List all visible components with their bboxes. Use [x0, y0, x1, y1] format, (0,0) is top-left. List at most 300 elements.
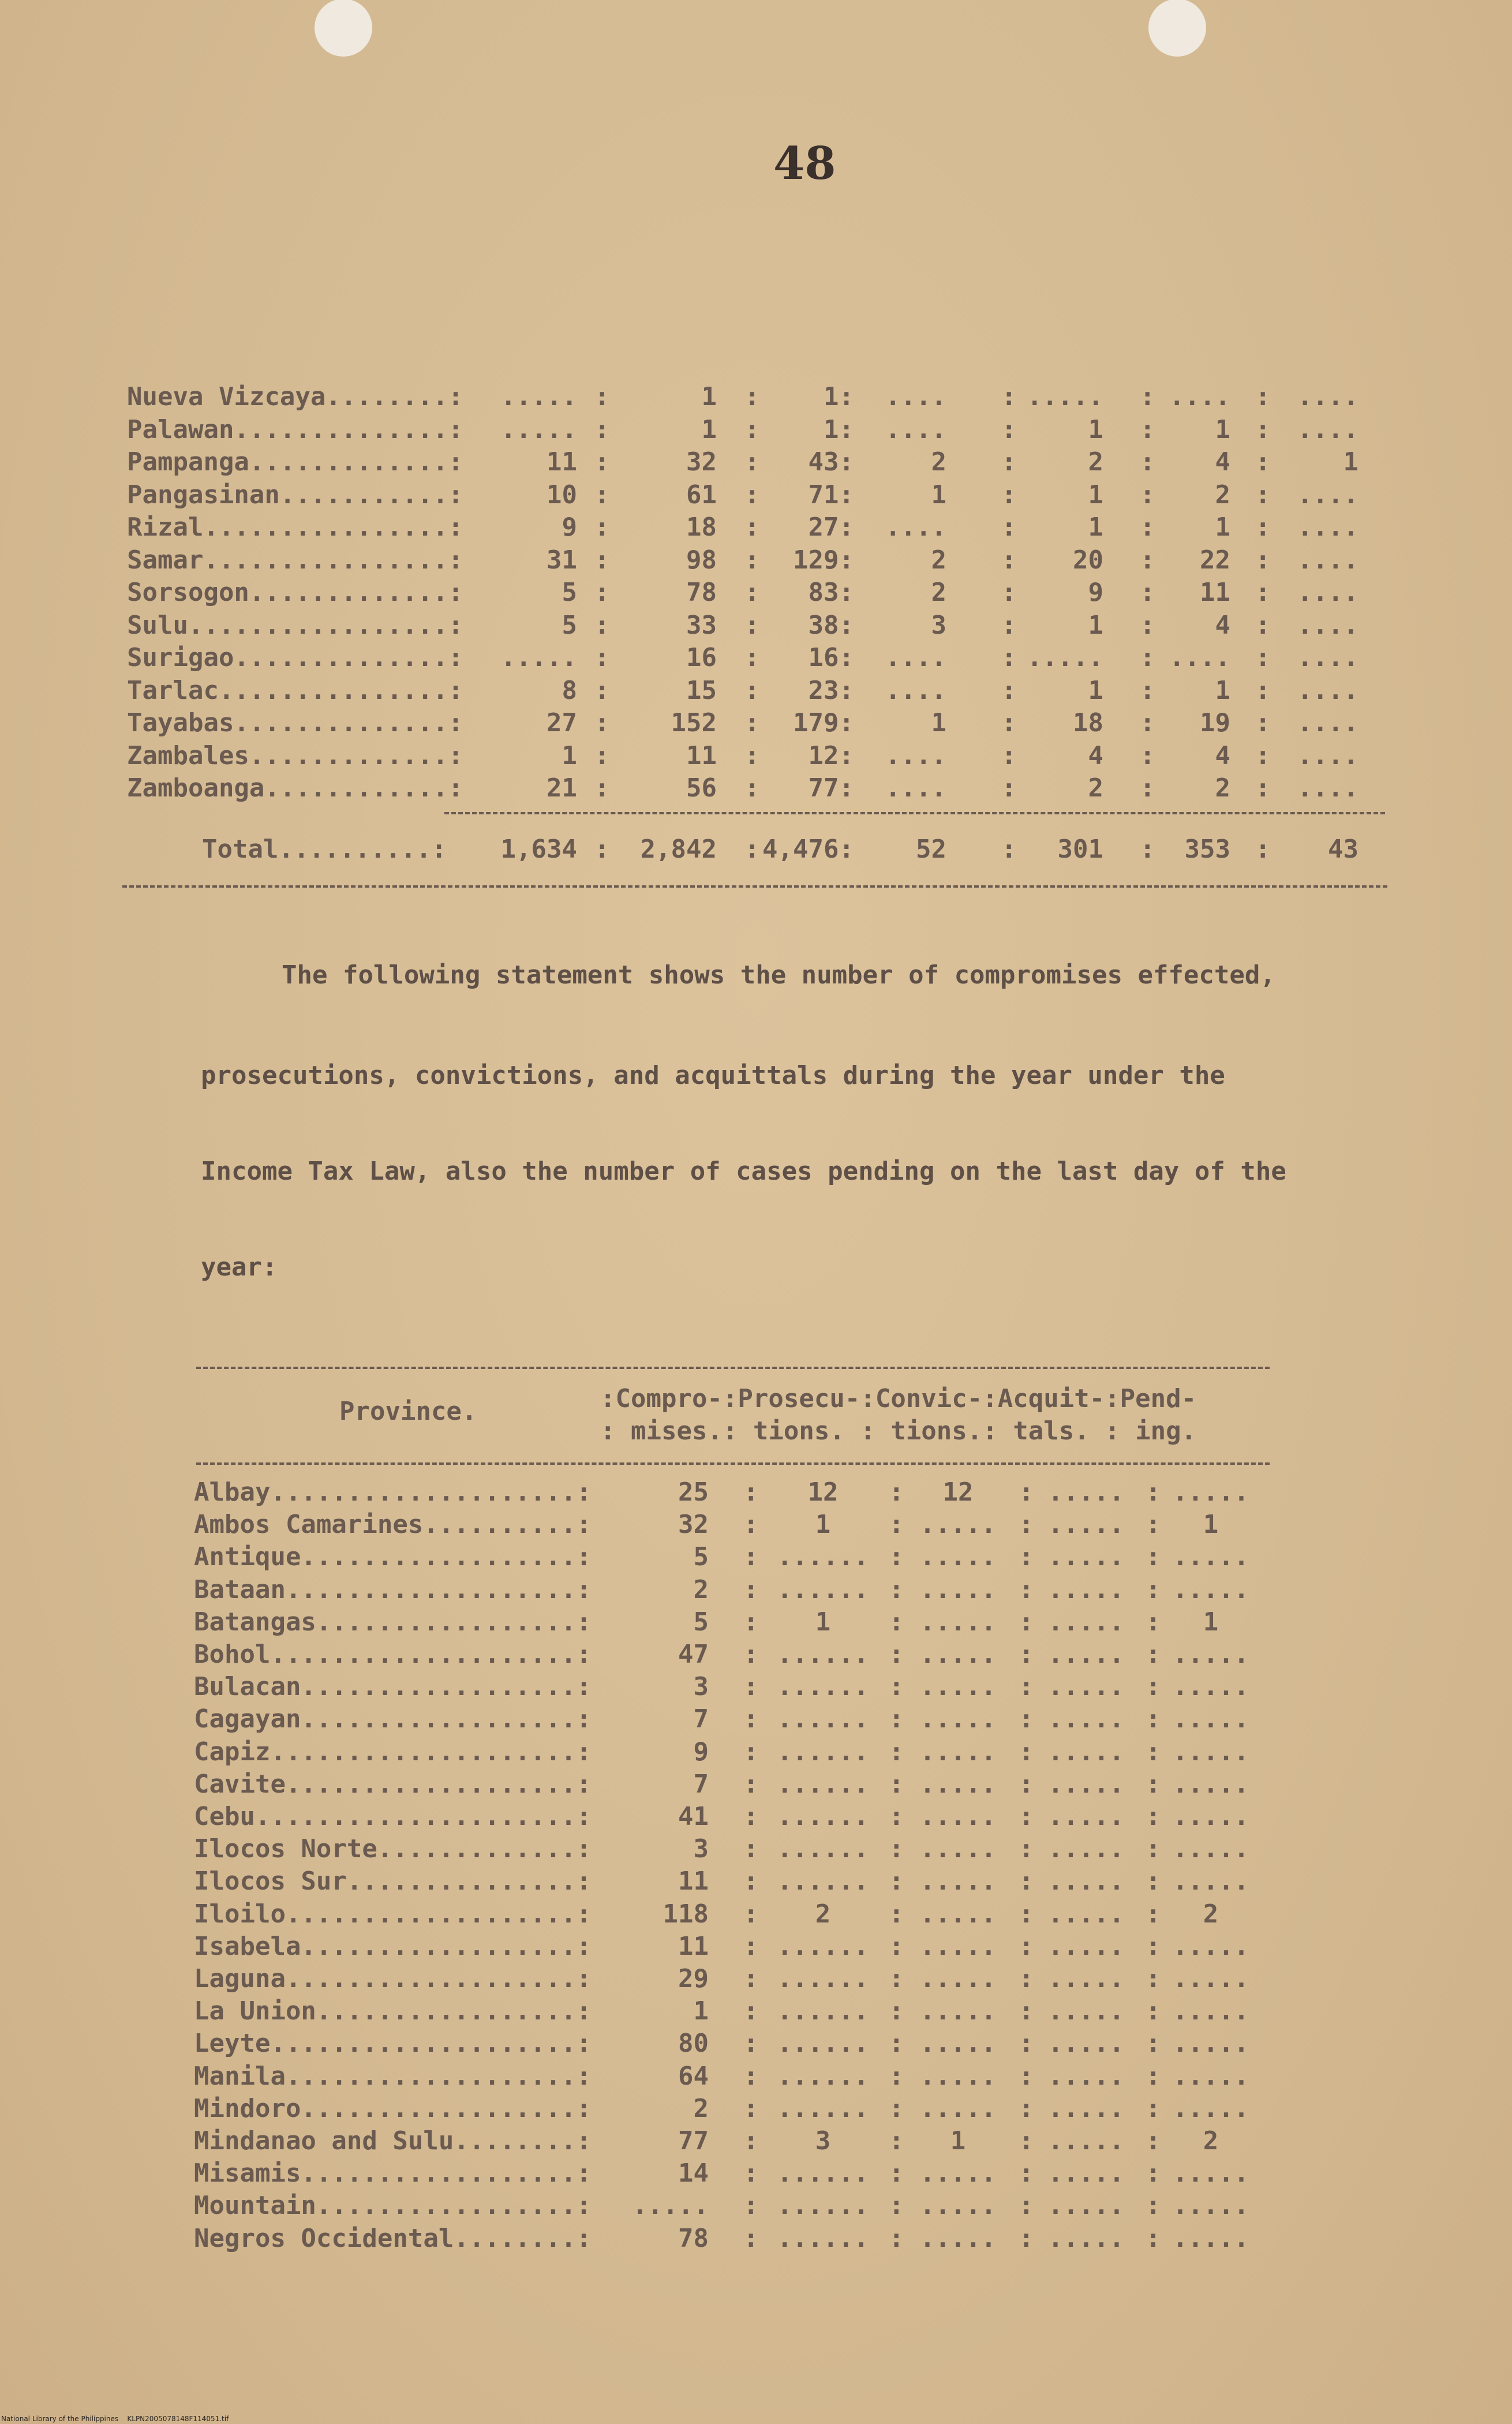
column-separator: :: [594, 835, 610, 864]
column-separator: :: [1255, 382, 1271, 412]
cell-c1: 11: [678, 1866, 709, 1896]
cell-c3: .....: [919, 1802, 997, 1831]
province-name: Tayabas..............:: [127, 708, 463, 738]
table-row: [0, 708, 1512, 740]
cell-c3: 77:: [808, 773, 854, 803]
table-row: [0, 1899, 1512, 1932]
cell-c5: 1: [1088, 675, 1103, 705]
province-name: Bulacan..................:: [194, 1672, 592, 1702]
cell-c1: 118: [663, 1899, 709, 1929]
column-separator: :: [743, 2029, 759, 2059]
table-row: [0, 1932, 1512, 1964]
column-separator: :: [1146, 2126, 1161, 2156]
cell-c3: .....: [919, 2191, 997, 2221]
cell-c5: 4: [1088, 740, 1103, 770]
column-separator: :: [1140, 480, 1155, 510]
cell-c5: .....: [1172, 1737, 1249, 1767]
column-separator: :: [1019, 1931, 1034, 1961]
column-separator: :: [743, 1866, 759, 1896]
cell-c3: .....: [919, 1542, 997, 1572]
cell-c4: ....: [885, 414, 946, 444]
cell-c2: 11: [686, 740, 717, 770]
table-row: [0, 2159, 1512, 2191]
column-separator: :: [743, 2126, 759, 2156]
cell-c6: 19: [1200, 708, 1230, 738]
cell-c5: 1: [1088, 480, 1103, 510]
province-name: Mindanao and Sulu........:: [194, 2126, 592, 2156]
cell-c1: 8: [562, 675, 577, 705]
cell-c7: 1: [1343, 447, 1358, 477]
column-separator: :: [1019, 1607, 1034, 1637]
cell-c3: 38:: [808, 610, 854, 640]
cell-c5: .....: [1172, 1769, 1249, 1799]
cell-c4: .....: [1047, 1834, 1125, 1864]
column-separator: :: [1146, 2093, 1161, 2123]
column-separator: :: [1146, 2159, 1161, 2189]
table-row: [0, 1640, 1512, 1672]
table-row: [0, 2191, 1512, 2223]
cell-c5: .....: [1172, 2223, 1249, 2253]
cell-c2: ......: [777, 1802, 869, 1831]
table-row: [0, 1542, 1512, 1574]
cell-c3: .....: [919, 2061, 997, 2091]
punch-hole-left: [315, 0, 372, 57]
cell-c5: 2: [1088, 773, 1103, 803]
cell-c2: 18: [686, 513, 717, 542]
column-separator: :: [744, 545, 760, 575]
column-separator: :: [744, 480, 760, 510]
column-separator: :: [1140, 675, 1155, 705]
cell-c5: .....: [1172, 1964, 1249, 1993]
column-separator: :: [889, 1477, 904, 1507]
column-separator: :: [1140, 513, 1155, 542]
table-row: [0, 1964, 1512, 1996]
cell-c2: ......: [777, 1640, 869, 1669]
cell-c1: .....: [500, 414, 577, 444]
cell-c7: ....: [1297, 382, 1358, 412]
column-separator: :: [1255, 414, 1271, 444]
cell-c4: .....: [1047, 1737, 1125, 1767]
paragraph-line: Income Tax Law, also the number of cases pending on the last day of the: [201, 1157, 1286, 1186]
cell-c2: ......: [777, 1866, 869, 1896]
column-separator: :: [594, 610, 610, 640]
column-separator: :: [1146, 2029, 1161, 2059]
column-separator: :: [1019, 1510, 1034, 1540]
column-separator: :: [1255, 610, 1271, 640]
table-row: [0, 513, 1512, 545]
province-name: Pampanga.............:: [127, 447, 463, 477]
cell-c5: .....: [1172, 2061, 1249, 2091]
province-name: Zamboanga............:: [127, 773, 463, 803]
column-separator: :: [1019, 1866, 1034, 1896]
cell-c1: .....: [500, 382, 577, 412]
cell-c7: ....: [1297, 708, 1358, 738]
column-separator: :: [1146, 1542, 1161, 1572]
column-separator: :: [594, 480, 610, 510]
cell-c3: 16:: [808, 643, 854, 672]
column-separator: :: [1001, 835, 1017, 864]
cell-c3: .....: [919, 1769, 997, 1799]
cell-c1: .....: [500, 643, 577, 672]
cell-c5: .....: [1172, 2191, 1249, 2221]
column-separator: :: [889, 1802, 904, 1831]
province-name: Sorsogon.............:: [127, 578, 463, 607]
cell-c1: 5: [693, 1542, 709, 1572]
column-separator: :: [1146, 1477, 1161, 1507]
column-separator: :: [744, 835, 760, 864]
cell-c6: 4: [1215, 447, 1230, 477]
cell-c2: ......: [777, 1542, 869, 1572]
province-name: Tarlac...............:: [127, 675, 463, 705]
paragraph-line: The following statement shows the number of compromises effected,: [282, 960, 1275, 990]
table-row: [0, 382, 1512, 414]
cell-c4: .....: [1047, 1931, 1125, 1961]
cell-c7: ....: [1297, 545, 1358, 575]
table-row: [0, 2062, 1512, 2094]
cell-c5: .....: [1172, 1477, 1249, 1507]
column-separator: :: [743, 1704, 759, 1734]
column-separator: :: [743, 2223, 759, 2253]
cell-c1: 14: [678, 2159, 709, 2189]
column-separator: :: [743, 1964, 759, 1993]
cell-c4: .....: [1047, 1640, 1125, 1669]
cell-c1: 78: [678, 2223, 709, 2253]
total-c1: 1,634: [500, 835, 577, 864]
province-name: Bataan...................:: [194, 1574, 592, 1604]
column-separator: :: [889, 1542, 904, 1572]
cell-c2: 1: [815, 1510, 831, 1540]
cell-c1: 2: [693, 2093, 709, 2123]
table-row: [0, 2224, 1512, 2256]
column-separator: :: [594, 382, 610, 412]
cell-c3: .....: [919, 1607, 997, 1637]
province-name: Laguna...................:: [194, 1964, 592, 1993]
column-separator: :: [1146, 1574, 1161, 1604]
cell-c4: .....: [1047, 1477, 1125, 1507]
column-separator: :: [744, 675, 760, 705]
cell-c2: 2: [815, 1899, 831, 1929]
column-separator: :: [744, 447, 760, 477]
cell-c4: .....: [1047, 2191, 1125, 2221]
column-separator: :: [889, 2093, 904, 2123]
column-separator: :: [1019, 1802, 1034, 1831]
column-separator: :: [744, 773, 760, 803]
column-separator: :: [594, 414, 610, 444]
cell-c4: .....: [1047, 2223, 1125, 2253]
cell-c4: .....: [1047, 1866, 1125, 1896]
column-separator: :: [1140, 773, 1155, 803]
cell-c1: 7: [693, 1704, 709, 1734]
column-separator: :: [594, 740, 610, 770]
cell-c6: 1: [1215, 414, 1230, 444]
cell-c1: 1: [562, 740, 577, 770]
cell-c1: 21: [547, 773, 577, 803]
column-separator: :: [743, 1769, 759, 1799]
column-separator: :: [1146, 1834, 1161, 1864]
table-row: [0, 1672, 1512, 1704]
cell-c4: 2: [931, 447, 946, 477]
table-row: [0, 2029, 1512, 2061]
cell-c1: 2: [693, 1574, 709, 1604]
cell-c4: ....: [885, 643, 946, 672]
province-name: Nueva Vizcaya........:: [127, 382, 463, 412]
cell-c7: ....: [1297, 610, 1358, 640]
cell-c3: .....: [919, 2159, 997, 2189]
table-row: [0, 1866, 1512, 1899]
cell-c1: 29: [678, 1964, 709, 1993]
column-separator: :: [1255, 545, 1271, 575]
cell-c4: ....: [885, 513, 946, 542]
column-separator: :: [743, 2191, 759, 2221]
column-separator: :: [889, 1769, 904, 1799]
cell-c5: 1: [1203, 1607, 1219, 1637]
column-separator: :: [1001, 675, 1017, 705]
province-name: Batangas.................:: [194, 1607, 592, 1637]
table-row: [0, 545, 1512, 578]
province-name: Antique..................:: [194, 1542, 592, 1572]
cell-c3: .....: [919, 1510, 997, 1540]
column-separator: :: [889, 1996, 904, 2026]
cell-c1: 25: [678, 1477, 709, 1507]
column-separator: :: [1146, 1931, 1161, 1961]
column-separator: :: [1255, 578, 1271, 607]
table-row: [0, 676, 1512, 708]
cell-c1: 5: [562, 578, 577, 607]
cell-c1: 47: [678, 1640, 709, 1669]
column-separator: :: [743, 1510, 759, 1540]
cell-c7: ....: [1297, 740, 1358, 770]
cell-c6: 1: [1215, 675, 1230, 705]
column-separator: :: [889, 2159, 904, 2189]
cell-c5: 2: [1203, 2126, 1219, 2156]
column-separator: :: [744, 513, 760, 542]
column-separator: :: [889, 1834, 904, 1864]
cell-c1: 11: [678, 1931, 709, 1961]
column-separator: :: [1019, 1769, 1034, 1799]
province-column-header: Province.: [339, 1397, 477, 1426]
cell-c1: .....: [632, 2191, 709, 2221]
cell-c7: ....: [1297, 513, 1358, 542]
province-name: Misamis..................:: [194, 2159, 592, 2189]
cell-c5: .....: [1172, 1704, 1249, 1734]
column-separator: :: [744, 414, 760, 444]
cell-c5: .....: [1172, 1802, 1249, 1831]
cell-c3: 12: [942, 1477, 974, 1507]
cell-c3: .....: [919, 1899, 997, 1929]
cell-c3: .....: [919, 2093, 997, 2123]
column-separator: :: [1001, 447, 1017, 477]
column-separator: :: [1146, 1899, 1161, 1929]
cell-c4: .....: [1047, 1899, 1125, 1929]
province-name: Cavite...................:: [194, 1769, 592, 1799]
cell-c2: ......: [777, 2029, 869, 2059]
cell-c2: ......: [777, 2223, 869, 2253]
province-name: Negros Occidental........:: [194, 2223, 592, 2253]
column-separator: :: [889, 1866, 904, 1896]
cell-c7: ....: [1297, 480, 1358, 510]
cell-c5: 18: [1073, 708, 1103, 738]
cell-c7: ....: [1297, 675, 1358, 705]
cell-c5: .....: [1172, 1931, 1249, 1961]
column-separator: :: [1146, 1510, 1161, 1540]
cell-c1: 5: [693, 1607, 709, 1637]
column-separator: :: [1146, 1802, 1161, 1831]
cell-c3: .....: [919, 1574, 997, 1604]
province-name: Leyte....................:: [194, 2029, 592, 2059]
column-separator: :: [1001, 578, 1017, 607]
cell-c6: 4: [1215, 610, 1230, 640]
cell-c5: 1: [1088, 513, 1103, 542]
cell-c2: ......: [777, 2061, 869, 2091]
cell-c2: 16: [686, 643, 717, 672]
table-row: [0, 643, 1512, 675]
cell-c2: 61: [686, 480, 717, 510]
cell-c2: 32: [686, 447, 717, 477]
column-separator: :: [1255, 480, 1271, 510]
table-row: [0, 1737, 1512, 1770]
column-separator: :: [743, 1834, 759, 1864]
cell-c2: ......: [777, 1672, 869, 1702]
cell-c2: ......: [777, 1931, 869, 1961]
column-separator: :: [743, 1899, 759, 1929]
column-separator: :: [1146, 1737, 1161, 1767]
cell-c3: 27:: [808, 513, 854, 542]
column-separator: :: [594, 513, 610, 542]
column-separator: :: [1001, 643, 1017, 672]
cell-c3: 1: [950, 2126, 966, 2156]
column-separator: :: [1001, 480, 1017, 510]
column-separator: :: [1001, 773, 1017, 803]
province-name: Isabela..................:: [194, 1931, 592, 1961]
cell-c2: 98: [686, 545, 717, 575]
cell-c1: 1: [693, 1996, 709, 2026]
province-name: Rizal................:: [127, 513, 463, 542]
cell-c4: .....: [1047, 1574, 1125, 1604]
cell-c2: 1: [815, 1607, 831, 1637]
province-name: Ambos Camarines..........:: [194, 1510, 592, 1540]
province-name: Ilocos Sur...............:: [194, 1866, 592, 1896]
cell-c4: 2: [931, 545, 946, 575]
column-separator: :: [1255, 643, 1271, 672]
total-c7: 43: [1328, 835, 1358, 864]
cell-c4: .....: [1047, 1607, 1125, 1637]
cell-c5: 1: [1088, 414, 1103, 444]
cell-c4: .....: [1047, 1510, 1125, 1540]
table-row: [0, 1996, 1512, 2029]
cell-c2: ......: [777, 2191, 869, 2221]
column-separator: :: [1255, 708, 1271, 738]
table1-bottom-rule: [122, 885, 1387, 888]
cell-c5: .....: [1172, 2159, 1249, 2189]
province-name: Manila...................:: [194, 2061, 592, 2091]
column-separator: :: [889, 2029, 904, 2059]
table2-top-rule: [196, 1367, 1270, 1369]
cell-c3: .....: [919, 1672, 997, 1702]
cell-c2: ......: [777, 1964, 869, 1993]
cell-c6: 2: [1215, 773, 1230, 803]
cell-c3: .....: [919, 1964, 997, 1993]
column-separator: :: [1019, 1477, 1034, 1507]
cell-c1: 3: [693, 1834, 709, 1864]
province-name: Capiz....................:: [194, 1737, 592, 1767]
province-name: Cebu.....................:: [194, 1802, 592, 1831]
province-name: Albay....................:: [194, 1477, 592, 1507]
cell-c7: ....: [1297, 773, 1358, 803]
cell-c1: 3: [693, 1672, 709, 1702]
table-row: [0, 1575, 1512, 1607]
cell-c2: ......: [777, 2159, 869, 2189]
table-row: [0, 447, 1512, 480]
cell-c6: 11: [1200, 578, 1230, 607]
cell-c4: ....: [885, 382, 946, 412]
cell-c3: 43:: [808, 447, 854, 477]
total-c5: 301: [1057, 835, 1103, 864]
cell-c2: ......: [777, 2093, 869, 2123]
cell-c3: .....: [919, 1996, 997, 2026]
column-separator: :: [1001, 545, 1017, 575]
cell-c3: 83:: [808, 578, 854, 607]
column-separator: :: [743, 1477, 759, 1507]
cell-c4: .....: [1047, 1672, 1125, 1702]
cell-c1: 27: [547, 708, 577, 738]
cell-c5: .....: [1172, 2093, 1249, 2123]
cell-c3: 71:: [808, 480, 854, 510]
column-separator: :: [1019, 1542, 1034, 1572]
column-separator: :: [744, 578, 760, 607]
province-name: Cagayan..................:: [194, 1704, 592, 1734]
cell-c4: .....: [1047, 2061, 1125, 2091]
column-separator: :: [1255, 675, 1271, 705]
cell-c3: 23:: [808, 675, 854, 705]
column-separator: :: [743, 1996, 759, 2026]
column-separator: :: [1140, 382, 1155, 412]
cell-c2: 1: [701, 382, 717, 412]
cell-c3: 179:: [793, 708, 854, 738]
cell-c4: .....: [1047, 2093, 1125, 2123]
column-separator: :: [1019, 1899, 1034, 1929]
column-separator: :: [1019, 1704, 1034, 1734]
column-separator: :: [1140, 545, 1155, 575]
column-separator: :: [1255, 513, 1271, 542]
table-row: [0, 1607, 1512, 1640]
column-separator: :: [889, 2191, 904, 2221]
table-row: [0, 611, 1512, 643]
cell-c4: 2: [931, 578, 946, 607]
cell-c2: 56: [686, 773, 717, 803]
province-name: Iloilo...................:: [194, 1899, 592, 1929]
column-separator: :: [1019, 1737, 1034, 1767]
column-separator: :: [1255, 447, 1271, 477]
cell-c1: 7: [693, 1769, 709, 1799]
cell-c6: ....: [1169, 382, 1230, 412]
cell-c5: .....: [1172, 1640, 1249, 1669]
cell-c4: .....: [1047, 1802, 1125, 1831]
column-separator: :: [889, 1899, 904, 1929]
column-separator: :: [1019, 2029, 1034, 2059]
cell-c3: .....: [919, 1866, 997, 1896]
column-separator: :: [743, 2093, 759, 2123]
column-separator: :: [1140, 643, 1155, 672]
column-separator: :: [1001, 414, 1017, 444]
column-headers-line2: : mises.: tions. : tions.: tals. : ing.: [600, 1416, 1197, 1446]
province-name: Palawan..............:: [127, 414, 463, 444]
table-row: [0, 1510, 1512, 1542]
cell-c5: .....: [1172, 1574, 1249, 1604]
column-separator: :: [1146, 2191, 1161, 2221]
table-row: [0, 1802, 1512, 1834]
table-row: [0, 1834, 1512, 1866]
cell-c4: ....: [885, 773, 946, 803]
